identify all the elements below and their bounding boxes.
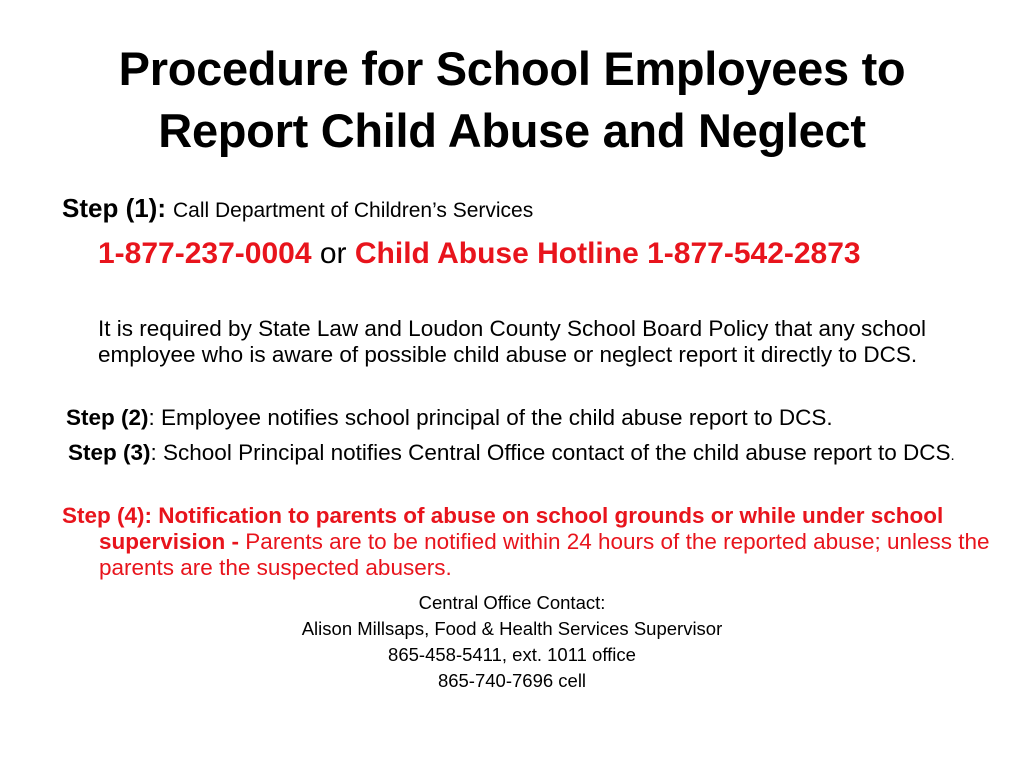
child-abuse-hotline: Child Abuse Hotline 1-877-542-2873: [354, 237, 861, 270]
step-1-colon: :: [157, 193, 167, 223]
title-line-1: Procedure for School Employees to: [118, 42, 906, 95]
or-text: or: [319, 237, 347, 270]
step-3-period: .: [950, 447, 955, 464]
step-2-label: Step (2): [66, 405, 149, 430]
step-1: [62, 192, 1024, 227]
title-line-2: Report Child Abuse and Neglect: [158, 104, 866, 157]
contact-name: Alison Millsaps, Food & Health Services Supervisor: [301, 618, 723, 639]
central-office-contact: [212, 590, 812, 694]
step-3-label: Step (3): [68, 440, 151, 465]
step-3-text: : School Principal notifies Central Office contact of the child abuse report to DCS: [150, 440, 951, 465]
page-title: [40, 38, 984, 162]
step-2-text: : Employee notifies school principal of the child abuse report to DCS.: [148, 405, 833, 430]
step-1-label: Step (1): [62, 193, 158, 223]
dcs-phone: 1-877-237-0004: [98, 237, 312, 270]
step-1-text: Call Department of Children’s Services: [172, 199, 534, 222]
contact-cell-phone: 865-740-7696 cell: [437, 670, 587, 691]
contact-heading: Central Office Contact:: [418, 592, 606, 613]
contact-office-phone: 865-458-5411, ext. 1011 office: [388, 644, 636, 665]
step-4-label: Step (4): Notification to parents of abuse on school grounds or while under school supervision -: [62, 503, 944, 554]
hotline-numbers: [98, 236, 958, 272]
step-2: [66, 405, 1006, 431]
step-3: [68, 440, 968, 469]
step-4-text: Parents are to be notified within 24 hours of the reported abuse; unless the parents are the suspected abusers.: [99, 529, 990, 580]
requirement-paragraph: It is required by State Law and Loudon County School Board Policy that any school employee who is aware of possible child abuse or neglect report it directly to DCS.: [98, 316, 927, 367]
step-4: [62, 503, 992, 581]
